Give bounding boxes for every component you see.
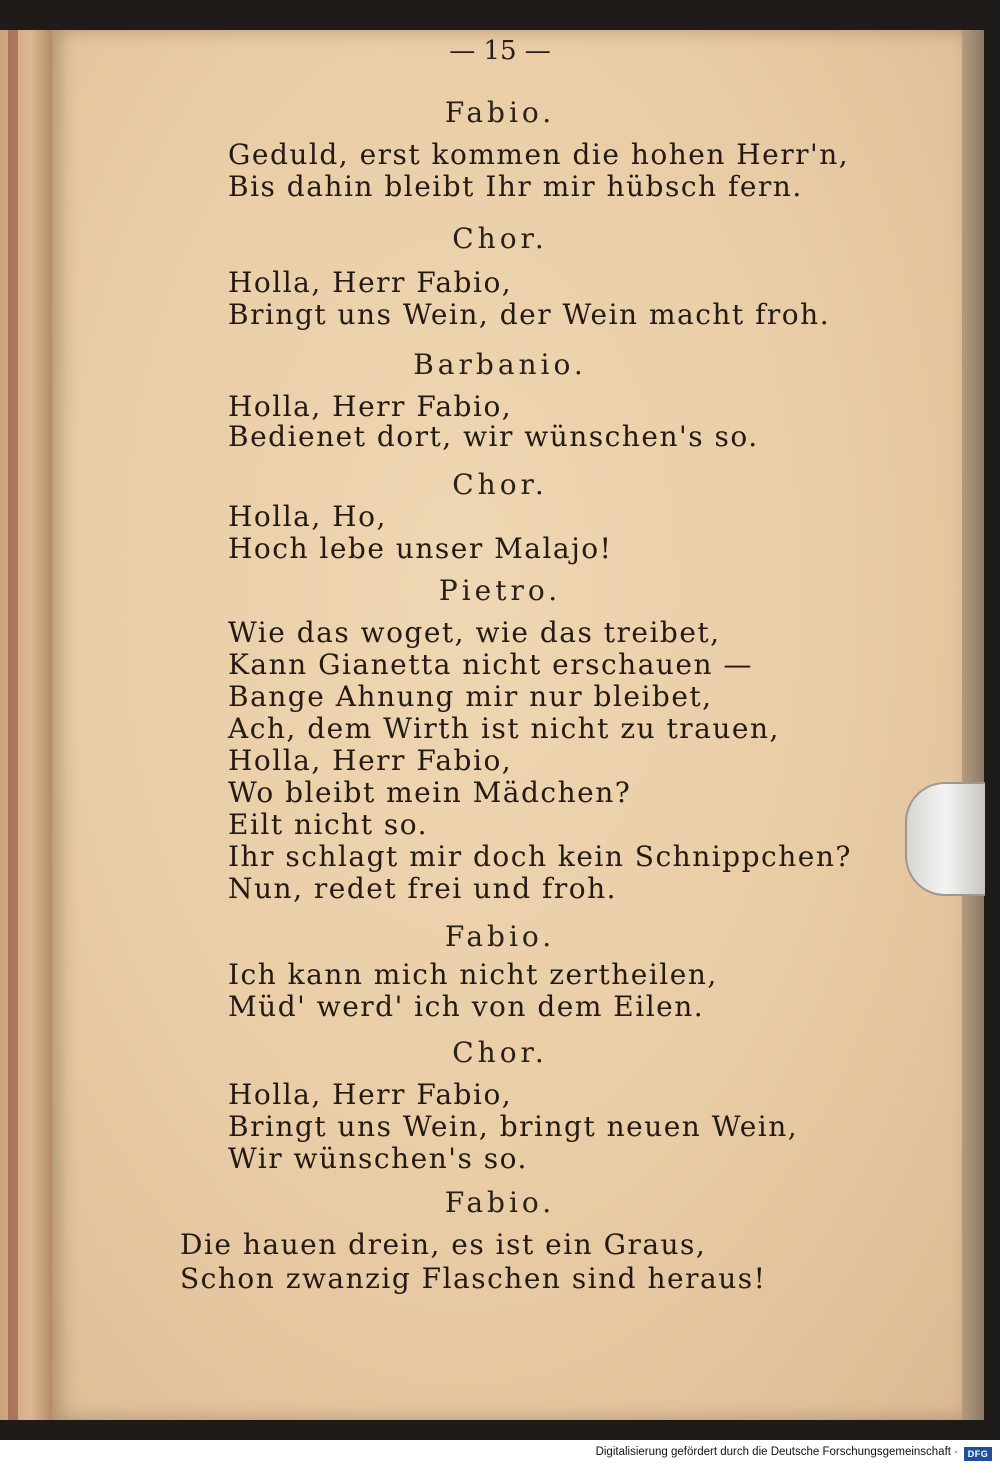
speaker-name: Chor.	[452, 1036, 548, 1069]
speaker-name: Chor.	[452, 468, 548, 501]
speaker-name: Barbanio.	[413, 348, 587, 381]
speaker-name: Pietro.	[438, 574, 562, 607]
verse-line: Holla, Ho,	[228, 500, 387, 533]
verse-line: Bringt uns Wein, bringt neuen Wein,	[228, 1110, 799, 1143]
verse-line: Bis dahin bleibt Ihr mir hübsch fern.	[228, 170, 803, 203]
verse-line: Müd' werd' ich von dem Eilen.	[228, 990, 705, 1023]
verse-line: Holla, Herr Fabio,	[228, 1078, 513, 1111]
page-clip	[905, 782, 985, 896]
verse-line: Wo bleibt mein Mädchen?	[228, 776, 632, 809]
verse-line: Holla, Herr Fabio,	[228, 266, 513, 299]
verse-line: Holla, Herr Fabio,	[228, 744, 513, 777]
verse-line: Holla, Herr Fabio,	[228, 390, 513, 423]
verse-line: Bange Ahnung mir nur bleibet,	[228, 680, 713, 713]
page-number: — 15 —	[449, 36, 551, 66]
footer-credit: Digitalisierung gefördert durch die Deutsche Forschungsgemeinschaft ·	[595, 1446, 958, 1458]
verse-line: Ihr schlagt mir doch kein Schnippchen?	[228, 840, 852, 873]
verse-line: Hoch lebe unser Malajo!	[228, 532, 613, 565]
verse-line: Wie das woget, wie das treibet,	[228, 616, 721, 649]
dfg-logo: DFG	[964, 1447, 992, 1461]
speaker-name: Fabio.	[444, 920, 556, 953]
verse-line: Bringt uns Wein, der Wein macht froh.	[228, 298, 831, 331]
verse-line: Wir wünschen's so.	[228, 1142, 528, 1175]
verse-line: Schon zwanzig Flaschen sind heraus!	[180, 1262, 767, 1295]
verse-line: Geduld, erst kommen die hohen Herr'n,	[228, 138, 850, 171]
speaker-name: Fabio.	[444, 96, 556, 129]
verse-line: Bedienet dort, wir wünschen's so.	[228, 420, 759, 453]
verse-line: Die hauen drein, es ist ein Graus,	[180, 1228, 707, 1261]
speaker-name: Chor.	[452, 222, 548, 255]
verse-line: Nun, redet frei und froh.	[228, 872, 618, 905]
verse-line: Ich kann mich nicht zertheilen,	[228, 958, 718, 991]
speaker-name: Fabio.	[444, 1186, 556, 1219]
verse-line: Kann Gianetta nicht erschauen —	[228, 648, 753, 681]
verse-line: Eilt nicht so.	[228, 808, 428, 841]
verse-line: Ach, dem Wirth ist nicht zu trauen,	[228, 712, 780, 745]
